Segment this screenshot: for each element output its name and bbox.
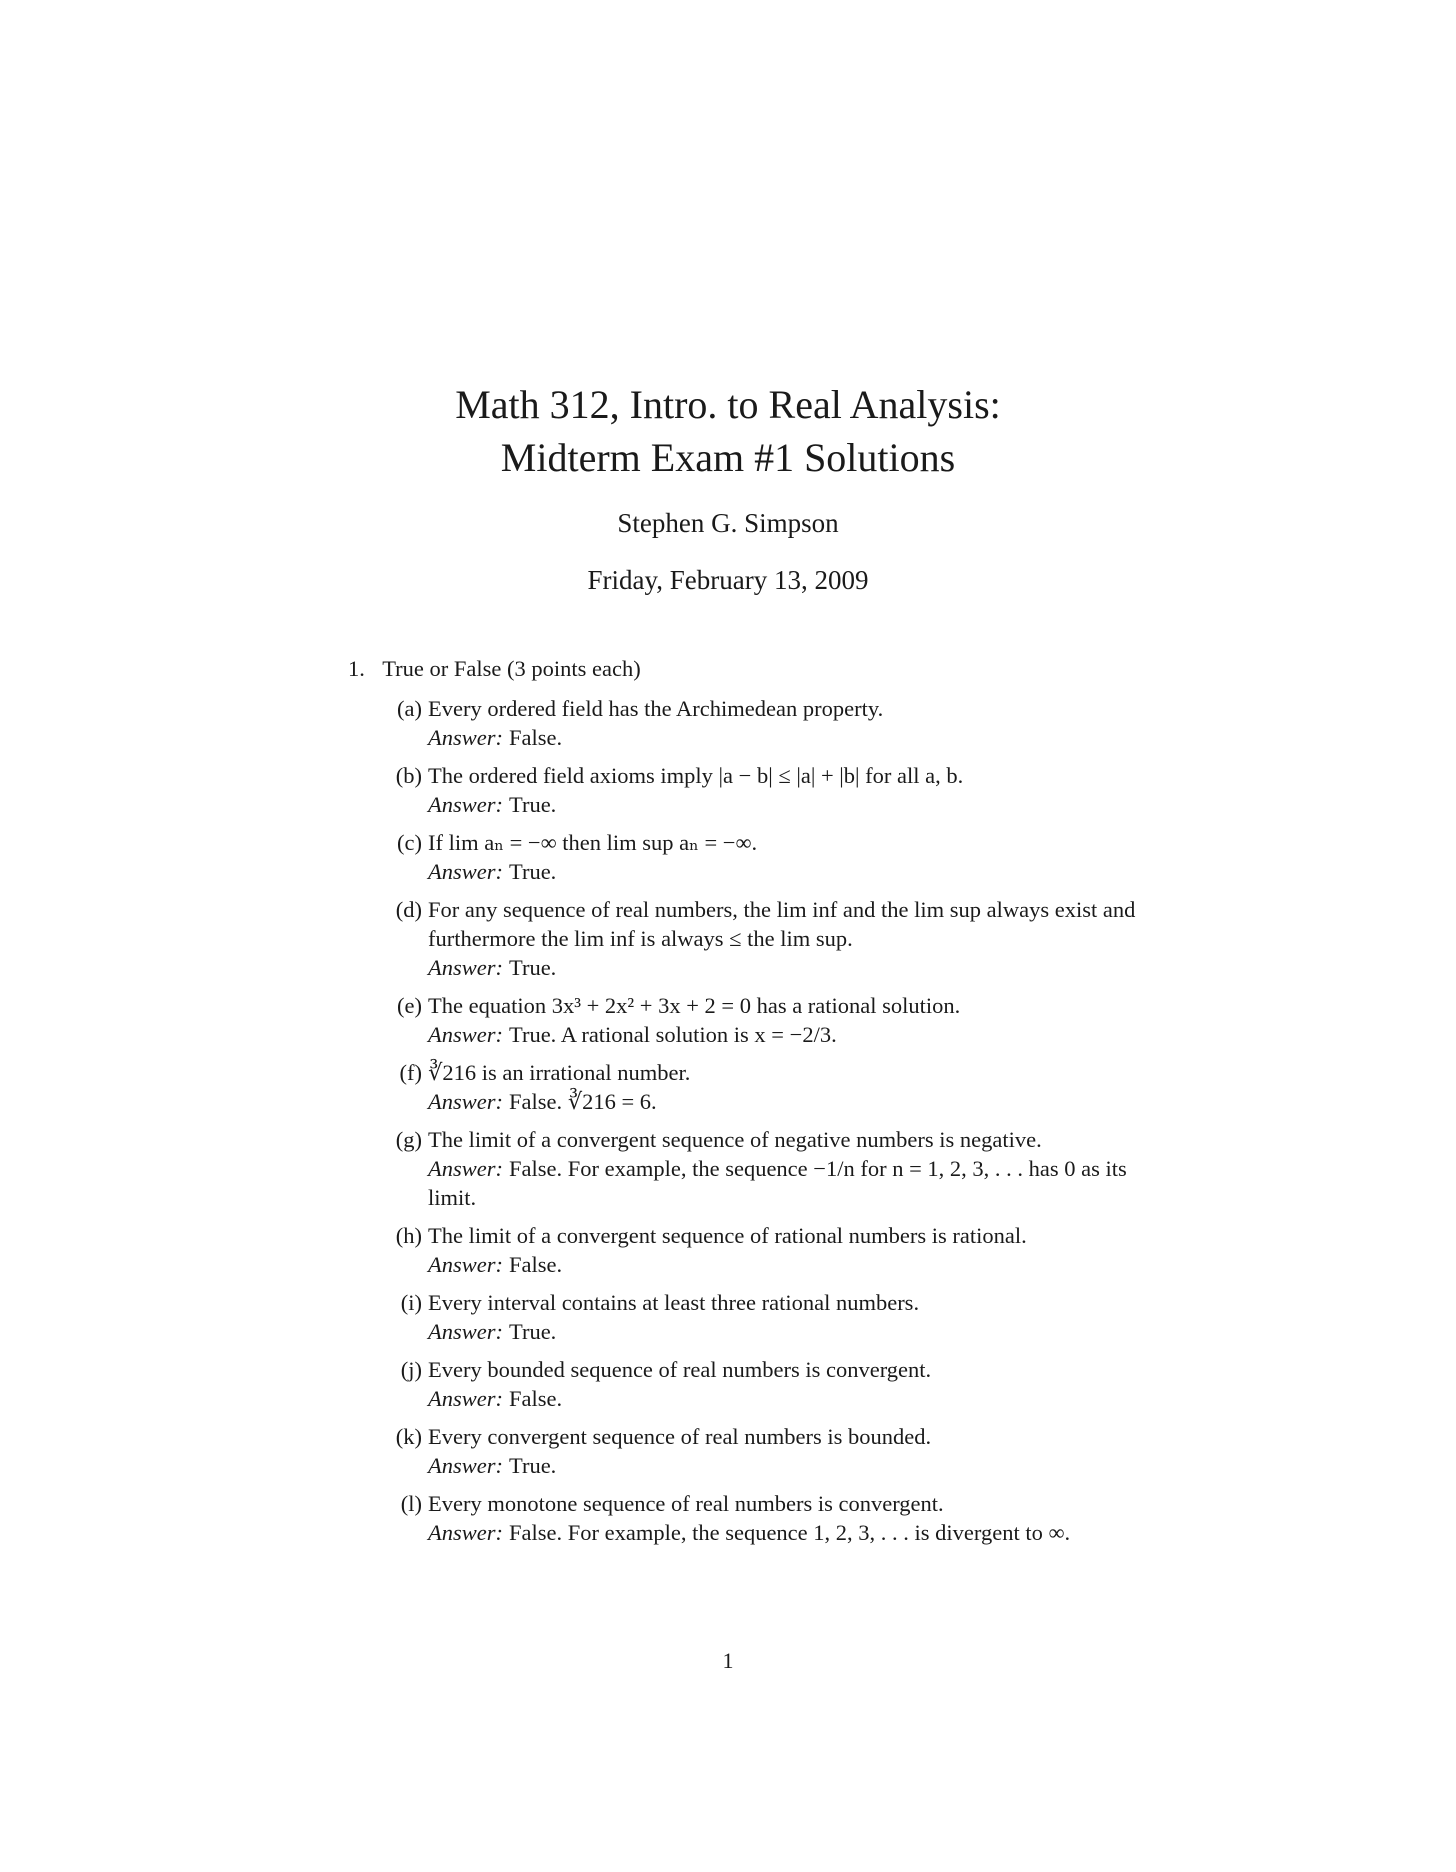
question-item (386, 694, 1148, 752)
answer-line (428, 1317, 1148, 1346)
answer-line (428, 1087, 1148, 1116)
question-label: (a) (397, 696, 422, 721)
section-heading-text: True or False (3 points each) (382, 656, 641, 681)
answer-tag: Answer: (428, 1520, 503, 1545)
section-number: 1. (348, 656, 365, 681)
answer-tag: Answer: (428, 792, 503, 817)
question-text: The equation 3x³ + 2x² + 3x + 2 = 0 has a rational solution. (428, 993, 961, 1018)
answer-line (428, 1518, 1148, 1547)
answer-line (428, 1154, 1148, 1212)
question-text: The limit of a convergent sequence of negative numbers is negative. (428, 1127, 1042, 1152)
question-label: (l) (400, 1491, 422, 1516)
question-item (386, 1422, 1148, 1480)
question-text: Every convergent sequence of real numbers is bounded. (428, 1424, 932, 1449)
answer-text: True. A rational solution is x = −2/3. (509, 1022, 837, 1047)
answer-text: True. (509, 1453, 557, 1478)
answer-text: True. (509, 859, 557, 884)
answer-text: True. (509, 792, 557, 817)
question-label: (f) (399, 1060, 422, 1085)
answer-tag: Answer: (428, 1319, 503, 1344)
answer-line (428, 723, 1148, 752)
answer-text: False. (509, 1252, 563, 1277)
answer-text: False. For example, the sequence −1/n for n = 1, 2, 3, . . . has 0 as its limit. (428, 1156, 1127, 1210)
question-item (386, 895, 1148, 982)
question-label: (j) (400, 1357, 422, 1382)
answer-tag: Answer: (428, 1386, 503, 1411)
answer-line (428, 1250, 1148, 1279)
answer-tag: Answer: (428, 859, 503, 884)
exam-date: Friday, February 13, 2009 (587, 565, 869, 595)
title-line-1: Math 312, Intro. to Real Analysis: (455, 382, 1001, 427)
question-item (386, 991, 1148, 1049)
answer-text: True. (509, 1319, 557, 1344)
answer-tag: Answer: (428, 1089, 503, 1114)
question-item (386, 1355, 1148, 1413)
question-item (386, 1221, 1148, 1279)
answer-line (428, 790, 1148, 819)
section-heading (348, 654, 1148, 694)
question-label: (h) (395, 1223, 422, 1248)
answer-text: False. (509, 725, 563, 750)
answer-text: True. (509, 955, 557, 980)
answer-text: False. ∛216 = 6. (509, 1089, 657, 1114)
page-number: 1 (722, 1648, 734, 1673)
question-item (386, 1489, 1148, 1547)
question-text: The limit of a convergent sequence of rational numbers is rational. (428, 1223, 1027, 1248)
question-label: (e) (397, 993, 422, 1018)
question-list (386, 694, 1148, 1547)
answer-text: False. For example, the sequence 1, 2, 3, . . . is divergent to ∞. (509, 1520, 1071, 1545)
answer-tag: Answer: (428, 1022, 503, 1047)
answer-line (428, 953, 1148, 982)
question-label: (g) (395, 1127, 422, 1152)
question-item (386, 1288, 1148, 1346)
document-title (0, 378, 1456, 484)
question-label: (k) (395, 1424, 422, 1449)
answer-tag: Answer: (428, 725, 503, 750)
question-label: (b) (395, 763, 422, 788)
question-text: Every bounded sequence of real numbers is convergent. (428, 1357, 932, 1382)
answer-tag: Answer: (428, 1252, 503, 1277)
question-item (386, 1125, 1148, 1212)
question-text: For any sequence of real numbers, the lim inf and the lim sup always exist and furthermore the lim inf is always ≤ the lim sup. (428, 897, 1136, 951)
question-text: ∛216 is an irrational number. (428, 1060, 691, 1085)
answer-line (428, 1384, 1148, 1413)
answer-line (428, 1451, 1148, 1480)
question-label: (d) (395, 897, 422, 922)
answer-tag: Answer: (428, 955, 503, 980)
title-line-2: Midterm Exam #1 Solutions (500, 435, 956, 480)
answer-text: False. (509, 1386, 563, 1411)
question-label: (c) (397, 830, 422, 855)
question-item (386, 761, 1148, 819)
author-name: Stephen G. Simpson (617, 508, 839, 538)
question-item (386, 1058, 1148, 1116)
question-text: Every interval contains at least three rational numbers. (428, 1290, 920, 1315)
answer-tag: Answer: (428, 1453, 503, 1478)
question-item (386, 828, 1148, 886)
question-text: If lim aₙ = −∞ then lim sup aₙ = −∞. (428, 830, 758, 855)
question-section (348, 654, 1148, 1556)
answer-line (428, 1020, 1148, 1049)
answer-tag: Answer: (428, 1156, 503, 1181)
question-text: Every monotone sequence of real numbers is convergent. (428, 1491, 944, 1516)
question-label: (i) (400, 1290, 422, 1315)
question-text: The ordered field axioms imply |a − b| ≤ |a| + |b| for all a, b. (428, 763, 964, 788)
answer-line (428, 857, 1148, 886)
question-text: Every ordered field has the Archimedean property. (428, 696, 884, 721)
